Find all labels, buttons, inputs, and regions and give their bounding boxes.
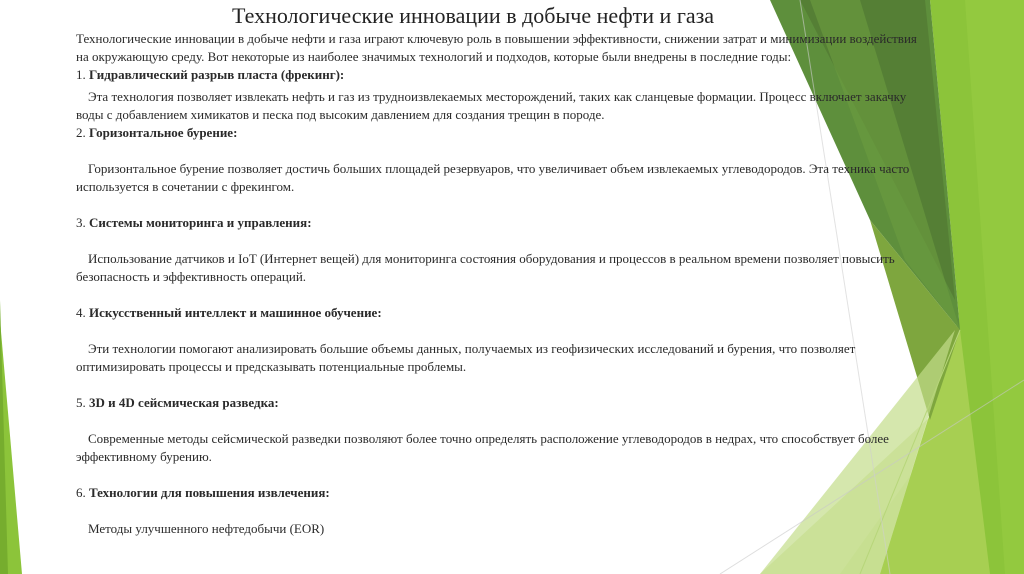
section-title: Технологии для повышения извлечения: <box>89 485 330 500</box>
section-title: Горизонтальное бурение: <box>89 125 238 140</box>
section-heading-2 <box>76 124 926 142</box>
section-text-1: Эта технология позволяет извлекать нефть и газ из трудноизвлекаемых месторождений, таких как сланцевые формации. Процесс включает закачку воды с добавлением химикатов и песка под высоким давлением для создания трещин в породе. <box>76 89 907 122</box>
spacer <box>76 286 926 304</box>
section-heading-5 <box>76 394 926 412</box>
section-text-4: Эти технологии помогают анализировать большие объемы данных, получаемых из геофизических исследований и бурения, что позволяет оптимизировать процессы и предсказывать потенциальные проблемы. <box>76 341 856 374</box>
intro-paragraph: Технологические инновации в добыче нефти и газа играют ключевую роль в повышении эффективности, снижении затрат и минимизации воздействия на окружающую среду. Вот некоторые из наиболее значимых технологий и подходов, которые были внедрены в последние годы: <box>76 31 917 64</box>
section-text-3: Использование датчиков и IoT (Интернет вещей) для мониторинга состояния оборудования и процессов в реальном времени позволяет повысить безопасность и эффективность операций. <box>76 251 895 284</box>
section-title: Искусственный интеллект и машинное обучение: <box>89 305 382 320</box>
section-title: Гидравлический разрыв пласта (фрекинг): <box>89 67 345 82</box>
spacer <box>76 412 926 430</box>
slide-body <box>76 30 926 538</box>
section-number: 4. <box>76 305 86 320</box>
slide-title: Технологические инновации в добыче нефти и газа <box>232 3 715 28</box>
section-text-6: Методы улучшенного нефтедобычи (EOR) <box>88 521 325 536</box>
section-heading-4 <box>76 304 926 322</box>
spacer <box>76 376 926 394</box>
spacer <box>76 466 926 484</box>
section-number: 5. <box>76 395 86 410</box>
section-text-2: Горизонтальное бурение позволяет достичь больших площадей резервуаров, что увеличивает объем извлекаемых углеводородов. Эта техника часто используется в сочетании с фрекингом. <box>76 161 910 194</box>
section-number: 6. <box>76 485 86 500</box>
spacer <box>76 322 926 340</box>
section-heading-6 <box>76 484 926 502</box>
section-heading-3 <box>76 214 926 232</box>
section-number: 3. <box>76 215 86 230</box>
section-title: 3D и 4D сейсмическая разведка: <box>89 395 279 410</box>
section-number: 1. <box>76 67 86 82</box>
section-text-5: Современные методы сейсмической разведки позволяют более точно определять расположение углеводородов в недрах, что способствует более эффективному бурению. <box>76 431 889 464</box>
section-heading-1 <box>76 66 926 84</box>
spacer <box>76 232 926 250</box>
spacer <box>76 142 926 160</box>
section-number: 2. <box>76 125 86 140</box>
section-title: Системы мониторинга и управления: <box>89 215 312 230</box>
spacer <box>76 502 926 520</box>
spacer <box>76 196 926 214</box>
